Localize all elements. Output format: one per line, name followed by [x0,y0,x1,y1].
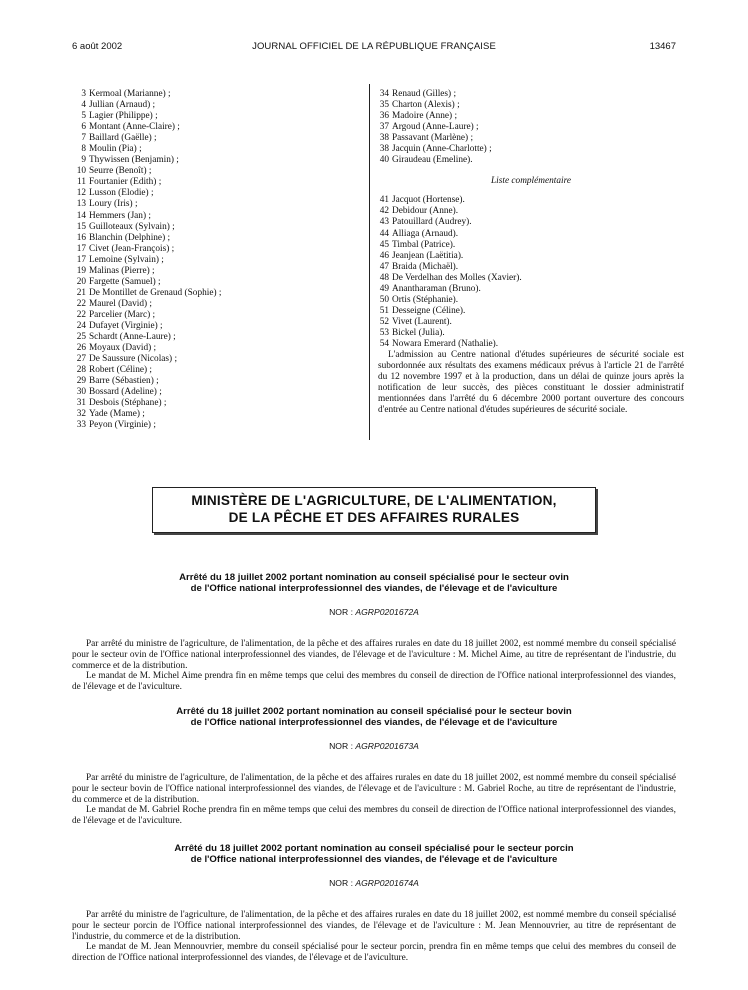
rank-number: 41 [379,195,389,206]
candidate-name: Blanchin (Delphine) ; [89,232,171,243]
rank-number: 17 [76,254,86,265]
list-item [73,343,363,354]
candidate-name: Braida (Michaël). [392,261,459,272]
nor-code: AGRP0201672A [355,607,419,617]
arrete-title-line-1: Arrêté du 18 juillet 2002 portant nomination au conseil spécialisé pour le secteur porcin [174,843,574,854]
rank-number: 48 [379,272,389,283]
list-item [73,89,363,100]
list-item [73,100,363,111]
candidate-name: Argoud (Anne-Laure) ; [392,122,479,133]
rank-number: 36 [379,111,389,122]
arrete-title [72,706,676,728]
rank-number: 3 [81,89,86,99]
candidate-name: Giraudeau (Emeline). [392,155,473,166]
candidate-name: Yade (Mame) ; [89,409,145,420]
nor-label: NOR : [329,878,353,888]
rank-number: 51 [379,305,389,316]
rank-number: 47 [379,261,389,272]
list-item [73,222,363,233]
rank-number: 31 [76,398,86,409]
list-item [378,251,684,262]
rank-number: 16 [76,232,86,243]
rank-number: 30 [76,387,86,398]
column-separator [369,84,370,440]
rank-number: 11 [77,177,86,188]
nor-label: NOR : [329,741,353,751]
rank-number: 20 [76,276,86,287]
list-item [73,111,363,122]
rank-number: 32 [76,409,86,420]
arrete-paragraph: Par arrêté du ministre de l'agriculture, de l'alimentation, de la pêche et des affaires rurales en date du 18 juillet 2002, est nommé membre du conseil spécialisé pour le secteur bovin de l'Office national interprofessionnel des viandes, de l'élevage et de l'aviculture : M. Gabriel Roche, au titre de représentant de l'industrie, du commerce et de la distribution. [72,773,676,805]
candidate-name: Lagier (Philippe) ; [89,111,158,122]
candidate-name: Malinas (Pierre) ; [89,265,155,276]
list-item [73,166,363,177]
list-item [378,155,684,166]
arrete-ovin [72,572,676,693]
list-item [378,339,684,350]
candidate-name: Alliaga (Arnaud). [392,228,459,239]
rank-number: 15 [76,221,86,232]
list-item [73,332,363,343]
rank-number: 12 [76,188,86,199]
arrete-paragraph: Le mandat de M. Michel Aime prendra fin en même temps que celui des membres du conseil de direction de l'Office national interprofessionnel des viandes, de l'élevage et de l'aviculture. [72,671,676,693]
complementary-list [378,195,684,350]
candidate-name: Hemmers (Jan) ; [89,210,151,221]
rank-number: 40 [379,155,389,166]
nor-code: AGRP0201673A [355,741,419,751]
nor-label: NOR : [329,607,353,617]
list-item [73,354,363,365]
list-item [73,122,363,133]
arrete-body [72,910,676,964]
rank-number: 52 [379,316,389,327]
rank-number: 6 [81,122,86,133]
candidate-name: Jeanjean (Laëtitia). [392,250,464,261]
list-item [73,310,363,321]
rank-number: 26 [76,343,86,354]
list-item [73,211,363,222]
candidate-name: Dufayet (Virginie) ; [89,320,163,331]
candidate-name: Maurel (David) ; [89,298,152,309]
rank-number: 42 [379,206,389,217]
list-item [73,155,363,166]
ministry-line-2: DE LA PÊCHE ET DES AFFAIRES RURALES [228,510,520,525]
candidate-name: Thywissen (Benjamin) ; [89,155,179,166]
list-item [378,317,684,328]
candidate-name: Moulin (Pia) ; [89,144,142,155]
candidate-name: Seurre (Benoît) ; [89,166,152,177]
rank-number: 50 [379,294,389,305]
candidate-name: Parcelier (Marc) ; [89,309,156,320]
list-item [73,177,363,188]
candidate-name: Robert (Céline) ; [89,365,152,376]
candidate-name: Civet (Jean-François) ; [89,243,175,254]
ministry-banner [152,487,596,533]
candidate-name: Vivet (Laurent). [392,316,452,327]
candidate-name: Peyon (Virginie) ; [89,420,156,431]
rank-number: 38 [379,144,389,155]
list-item [73,299,363,310]
list-item [73,144,363,155]
list-item [378,111,684,122]
nor-reference [72,607,676,617]
list-item [73,409,363,420]
rank-number: 19 [76,265,86,276]
nor-code: AGRP0201674A [355,878,419,888]
list-item [73,420,363,431]
list-item [378,144,684,155]
rank-number: 7 [81,133,86,144]
arrete-title-line-2: de l'Office national interprofessionnel des viandes, de l'élevage et de l'aviculture [190,717,558,728]
list-item [73,365,363,376]
rank-number: 14 [76,210,86,221]
candidate-name: Barre (Sébastien) ; [89,376,159,387]
candidate-name: Schardt (Anne-Laure) ; [89,332,176,343]
candidate-name: Madoire (Anne) ; [392,111,458,122]
arrete-body [72,639,676,693]
list-item [378,306,684,317]
arrete-paragraph: Par arrêté du ministre de l'agriculture, de l'alimentation, de la pêche et des affaires rurales en date du 18 juillet 2002, est nommé membre du conseil spécialisé pour le secteur ovin de l'Office national interprofessionnel des viandes, de l'élevage et de l'aviculture : M. Michel Aime, au titre de représentant de l'industrie, du commerce et de la distribution. [72,639,676,671]
candidate-name: De Montillet de Grenaud (Sophie) ; [89,287,222,298]
rank-number: 17 [76,243,86,254]
page-header [72,41,676,55]
header-date: 6 août 2002 [72,41,123,52]
list-item [378,229,684,240]
candidate-name: Anantharaman (Bruno). [392,283,481,294]
candidate-name: Desbois (Stéphane) ; [89,398,167,409]
list-item [73,266,363,277]
rank-number: 8 [81,144,86,155]
rank-number: 49 [379,283,389,294]
rank-number: 4 [81,100,86,111]
rank-number: 43 [379,217,389,228]
candidate-name: Montant (Anne-Claire) ; [89,122,180,133]
candidate-name: Debidour (Anne). [392,206,459,217]
list-item [73,133,363,144]
list-item [378,295,684,306]
rank-number: 46 [379,250,389,261]
candidate-name: De Verdelhan des Molles (Xavier). [392,272,522,283]
candidate-name: Desseigne (Céline). [392,305,466,316]
candidate-name: Bickel (Julia). [392,327,445,338]
rank-number: 53 [379,327,389,338]
rank-number: 45 [379,239,389,250]
list-item [73,387,363,398]
candidate-name: Fourtanier (Edith) ; [89,177,162,188]
list-item [378,133,684,144]
rank-number: 22 [76,298,86,309]
admission-paragraph: L'admission au Centre national d'études supérieures de sécurité sociale est subordonnée aux résultats des examens médicaux prévus à l'article 21 de l'arrêté du 12 novembre 1997 et à la production, dans un délai de quinze jours après la notification de leur succès, des pièces constituant le dossier administratif mentionnées dans l'arrêté du 6 décembre 2000 portant ouverture des concours d'entrée au Centre national d'études supérieures de sécurité sociale. [378,350,684,416]
candidate-name: Fargette (Samuel) ; [89,276,161,287]
list-item [73,188,363,199]
rank-number: 9 [81,155,86,166]
nor-reference [72,878,676,888]
rank-number: 54 [379,338,389,349]
candidate-name: Bossard (Adeline) ; [89,387,162,398]
complementary-list-heading: Liste complémentaire [491,176,571,187]
rank-number: 37 [379,122,389,133]
page-number: 13467 [649,41,676,52]
list-item [73,398,363,409]
candidate-name: Lusson (Elodie) ; [89,188,154,199]
list-item [378,195,684,206]
candidate-name: Baillard (Gaëlle) ; [89,133,157,144]
list-item [73,244,363,255]
list-item [73,277,363,288]
list-item [378,100,684,111]
rank-number: 5 [81,111,86,122]
candidate-name: Kermoal (Marianne) ; [89,89,171,99]
rank-number: 10 [76,166,86,177]
rank-number: 21 [76,287,86,298]
journal-title: JOURNAL OFFICIEL DE LA RÉPUBLIQUE FRANÇAISE [252,41,496,52]
arrete-title [72,572,676,594]
arrete-porcin [72,843,676,964]
rank-number: 29 [76,376,86,387]
candidate-name: Ortis (Stéphanie). [392,294,459,305]
rank-number: 22 [76,309,86,320]
arrete-title [72,843,676,865]
candidate-name: Jacquot (Hortense). [392,195,465,206]
rank-number: 13 [76,199,86,210]
arrete-body [72,773,676,827]
arrete-paragraph: Par arrêté du ministre de l'agriculture, de l'alimentation, de la pêche et des affaires rurales en date du 18 juillet 2002, est nommé membre du conseil spécialisé pour le secteur porcin de l'Office national interprofessionnel des viandes, de l'élevage et de l'aviculture : M. Jean Mennouvrier, au titre de représentant de l'industrie, du commerce et de la distribution. [72,910,676,942]
rank-number: 25 [76,332,86,343]
list-item [73,321,363,332]
candidate-name: Charton (Alexis) ; [392,100,460,111]
list-item [378,122,684,133]
list-item [378,262,684,273]
right-column [378,89,684,425]
arrete-paragraph: Le mandat de M. Gabriel Roche prendra fin en même temps que celui des membres du conseil de direction de l'Office national interprofessionnel des viandes, de l'élevage et de l'aviculture. [72,805,676,827]
list-item [73,255,363,266]
list-item [378,217,684,228]
rank-number: 33 [76,420,86,431]
list-item [73,199,363,210]
candidate-name: Guilloteaux (Sylvain) ; [89,221,175,232]
list-item [73,376,363,387]
left-column-list [73,89,363,431]
candidate-name: Passavant (Marlène) ; [392,133,474,144]
nor-reference [72,741,676,751]
arrete-title-line-2: de l'Office national interprofessionnel des viandes, de l'élevage et de l'aviculture [190,583,558,594]
rank-number: 28 [76,365,86,376]
list-item [378,240,684,251]
list-item [378,206,684,217]
candidate-name: Lemoine (Sylvain) ; [89,254,164,265]
arrete-title-line-2: de l'Office national interprofessionnel des viandes, de l'élevage et de l'aviculture [190,854,558,865]
candidate-name: Jacquin (Anne-Charlotte) ; [392,144,492,155]
arrete-bovin [72,706,676,827]
rank-number: 24 [76,320,86,331]
arrete-title-line-1: Arrêté du 18 juillet 2002 portant nomination au conseil spécialisé pour le secteur ovin [179,572,569,583]
list-item [378,284,684,295]
rank-number: 34 [379,89,389,99]
arrete-title-line-1: Arrêté du 18 juillet 2002 portant nomination au conseil spécialisé pour le secteur bovin [176,706,572,717]
list-item [73,233,363,244]
candidate-name: Moyaux (David) ; [89,343,157,354]
rank-number: 27 [76,354,86,365]
rank-number: 44 [379,228,389,239]
rank-number: 35 [379,100,389,111]
right-column-list [378,89,684,166]
list-item [378,89,684,100]
list-item [378,328,684,339]
ministry-line-1: MINISTÈRE DE L'AGRICULTURE, DE L'ALIMENTATION, [191,493,557,508]
candidate-name: Patouillard (Audrey). [392,217,472,228]
candidate-name: Nowara Emerard (Nathalie). [392,338,499,349]
candidate-name: Renaud (Gilles) ; [392,89,457,99]
candidate-name: De Saussure (Nicolas) ; [89,354,178,365]
candidate-name: Jullian (Arnaud) ; [89,100,156,111]
arrete-paragraph: Le mandat de M. Jean Mennouvrier, membre du conseil spécialisé pour le secteur porcin, prendra fin en même temps que celui des membres du conseil de direction de l'Office national interprofessionnel des viandes, de l'élevage et de l'aviculture. [72,942,676,964]
candidate-name: Loury (Iris) ; [89,199,138,210]
candidate-name: Timbal (Patrice). [392,239,456,250]
list-item [73,288,363,299]
rank-number: 38 [379,133,389,144]
list-item [378,273,684,284]
